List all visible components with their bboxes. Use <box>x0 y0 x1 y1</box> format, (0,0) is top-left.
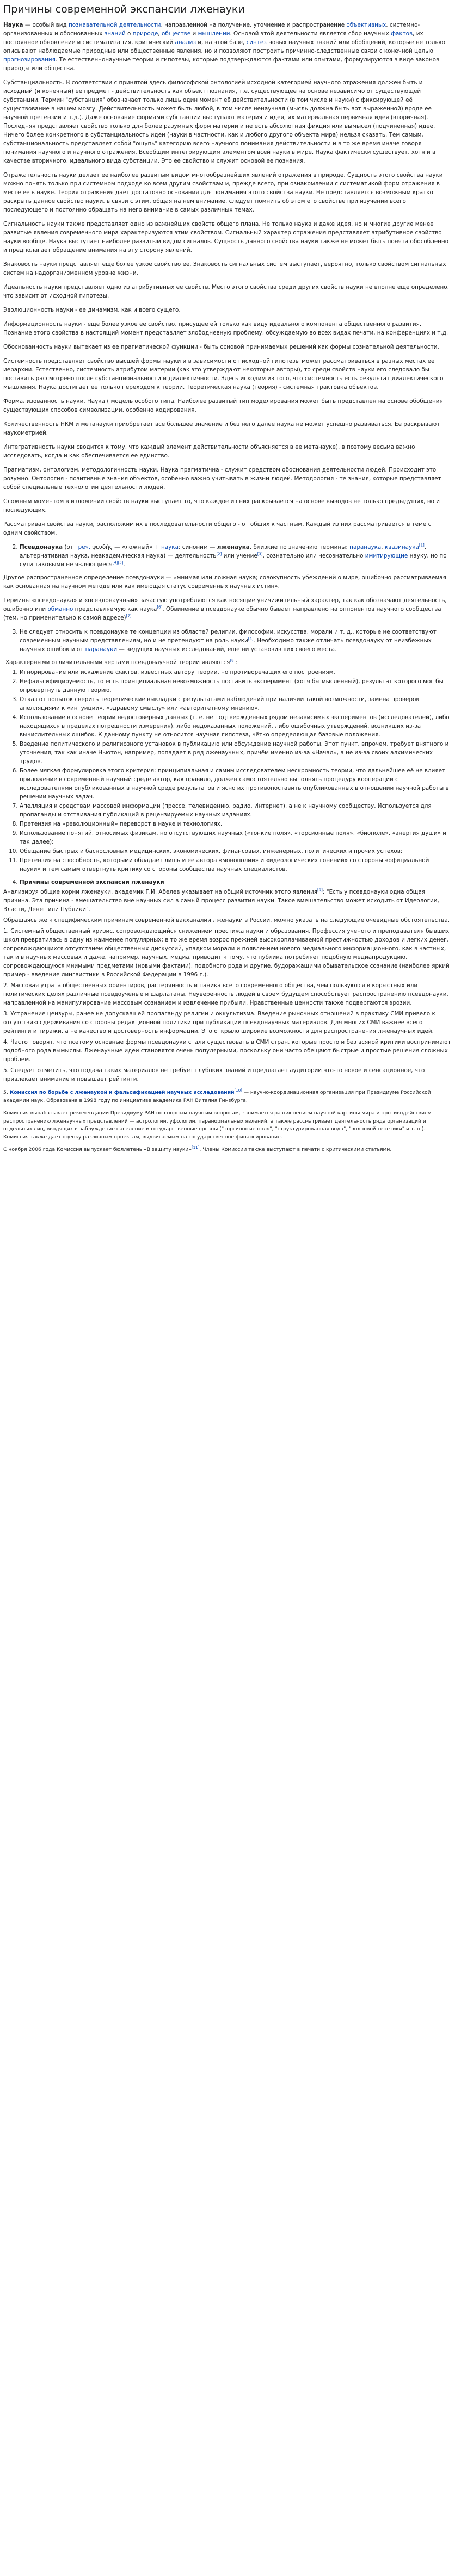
reason-item: 1. Системный общественный кризис, сопровождающийся снижением престижа науки и образования. Профессия ученого и преподавателя бывших школ превратилась в одну из наименее популярных; в то же время возрос прежней высокооплачиваемой престижностью доходов и легких денег, сопровождающихся отсутствием общественных дискуссий, упадком морали и появлением нового медиального информационного, как в частных, так и в научных массовых и даже, например, научных, медиа, приводит к тому, что публика потребляет подобную медиапродукцию, сопровождающуюся мнимыми предметами (новыми фактами), подобного рода и другие, будоражащими обывательское сознание (наиболее яркий пример - введение лингвистики в Российской Федерации в 1996 г.). <box>3 928 450 978</box>
paragraph: Прагматизм, онтологизм, методологичность науки. Наука прагматична - служит средством обоснования деятельности людей. Происходит это розумно. Онтология - позитивные знания объектов, особенно важно учитывать в жизни людей. Методология - те знания, которые представляет собой специальные технологии деятельности людей. <box>3 467 441 491</box>
text: или учение <box>222 553 257 559</box>
text: и <box>190 30 198 37</box>
terms-paragraph <box>3 596 451 622</box>
reasons-sub: Обращаясь же к специфическим причинам современной вакханалии лженауки в России, можно указать на следующие очевидные обстоятельства. <box>3 917 450 924</box>
text: и, на этой базе, <box>195 39 247 46</box>
paragraph: Другое распространённое определение псевдонауки — «мнимая или ложная наука; совокупность убеждений о мире, ошибочно рассматриваемая как основанная на научном методе или как имеющая статус современных научных истин». <box>3 574 446 590</box>
text: , альтернативная наука, неакадемическая наука) — деятельность <box>20 544 427 559</box>
text: , направленной на получение, уточнение и распространение <box>161 22 347 28</box>
text: — особый вид <box>23 22 69 28</box>
list-item: 5. Введение политического и религиозного установок в публикацию или обсуждение научной работы. Этот пункт, впрочем, требует внятного и уточнения, так как иначе Ньютон, например, попадает в ряд лженаучных, причём именно из-за «Начал», а не из-за своих алхимических трудов. <box>20 740 451 766</box>
paragraph: Идеальность науки представляет одно из атрибутивных ее свойств. Место этого свойства среди других свойств науки не вполне еще определено, что зависит от исходной гипотезы. <box>3 284 449 299</box>
text: , близкие по значению термины: <box>249 544 350 550</box>
commission-section <box>3 1089 451 1154</box>
paragraph: Сложным моментом в изложении свойств науки выступает то, что каждое из них раскрывается на основе выводов не только предыдущих, но и последующих. <box>3 498 440 513</box>
text: Анализируя общие корни лженауки, академик Г.И. Абелев указывает на общий источник этого явления <box>3 889 317 895</box>
text: о <box>125 30 133 37</box>
link-knowledge[interactable]: знаний <box>104 30 126 37</box>
footnote-ref[interactable]: [8] <box>230 658 236 663</box>
text: новых научных знаний или обобщений, которые не только описывают наблюдаемые природные или общественные явления, но и позволяют построить причинно-следственные связи с конечной целью <box>3 39 446 54</box>
link-deceptive[interactable]: обманно <box>47 606 73 612</box>
text: Необходимо также отличать псевдонауку от неизбежных научных ошибок и от <box>20 637 432 653</box>
list-item <box>20 543 451 569</box>
paragraph: Интегративность науки сводится к тому, что каждый элемент действительности объясняется в ее метанауке), в поэтому весьма важно исследовать, когда и как обеспечивается ее единство. <box>3 444 415 459</box>
text: — научно-координационная организация при Президиуме Российской академии наук. Образована в 1998 году по инициативе академика РАН Виталия Гинзбурга. <box>3 1089 431 1104</box>
reason-item: 5. Следует отметить, что подача таких материалов не требует глубоких знаний и предлагает аудитории что-то новое и сенсационное, что привлекает внимание и повышает рейтинги. <box>3 1067 425 1082</box>
text: . Обвинение в псевдонауке обычно бывает направлено на оппонентов научного сообщества (тем, но применительно к самой адресе) <box>3 606 441 621</box>
link-science[interactable]: наука <box>161 544 179 550</box>
list-item: 11. Претензия на способность, которыми обладает лишь и её автора «монополии» и «идеологических гонений» со стороны «официальной науки» и тем самым отвергнуть критику со стороны сообщества научных специалистов. <box>20 856 451 874</box>
footnote-ref[interactable]: [2] <box>216 552 222 556</box>
text: , их постоянное обновление и систематизация, критический <box>3 30 423 46</box>
text: Характерными отличительными чертами псевдонаучной теории являются <box>5 659 230 666</box>
reasons-intro <box>3 888 451 914</box>
page-title: Причины современной экспансии лженауки <box>3 3 245 15</box>
commission-paragraph: 5. Комиссия по борьбе с лженаукой и фальсификацией научных исследований[10] — научно-координационная организация при Президиуме Российской академии наук. Образована в 1998 году по инициативе академика РАН Виталия Гинзбурга. <box>3 1088 431 1104</box>
commission-paragraph-3 <box>3 1146 451 1154</box>
paragraph: Эволюционность науки - ее динамизм, как и всего сущего. <box>3 307 181 313</box>
link-greek[interactable]: греч. <box>75 544 91 550</box>
footnote-ref[interactable]: [1] <box>419 543 425 548</box>
link-parascience-2[interactable]: паранауки <box>85 646 118 653</box>
text: Не следует относить к псевдонауке те концепции из областей религии, философии, искусства, морали и т. д., которые не соответствуют современным научным представлениям, но и не претендуют на роль науки <box>20 629 437 644</box>
text: , <box>381 544 385 550</box>
link-thinking[interactable]: мышлении <box>198 30 230 37</box>
link-activity[interactable]: познавательной деятельности <box>69 22 161 28</box>
list-item: 9. Использование понятий, относимых физикам, но отсутствующих научных («тонкие поля», «торсионные поля», «биополе», «энергия души» и так далее); <box>20 829 451 846</box>
pseudoscience-definition-list <box>3 543 451 569</box>
distinction-list <box>3 628 451 654</box>
link-forecast[interactable]: прогнозирования <box>3 57 56 63</box>
link-analysis[interactable]: анализ <box>175 39 196 46</box>
paragraph: Количественность НКМ и метанауки приобретает все большее значение и без него далее наука не может успешно развиваться. Ее раскрывают наукометрией. <box>3 421 440 436</box>
footnote-ref[interactable]: [6] <box>157 605 163 610</box>
features-list <box>3 668 451 874</box>
text: представляемую как наука <box>73 606 157 612</box>
text: ; синоним — <box>178 544 217 550</box>
text: . Те естественнонаучные теории и гипотезы, которые подтверждаются фактами или опытами, формулируются в виде законов природы или общества. <box>3 57 440 72</box>
footnote-ref[interactable]: [11] <box>191 1145 200 1150</box>
paragraph: Отражательность науки делает ее наиболее развитым видом многообразнейших явлений отражения в природе. Сущность этого свойства науки можно понять только при системном подходе ко всем другим свойствам и, прежде всего, при ознакомлении с систематикой форм отражения в месте ее в науке. Теория отражения дает достаточно основания для понимания этого свойства науки. Не представляется возможным кратко раскрыть данное свойство науки, в связи с этим, общая на нем внимание, следует помнить об этом его свойстве при изучении всего последующего и постоянно обращать на него внимание в самых различных темах. <box>3 172 443 213</box>
list-item: 10. Обещание быстрых и баснословных медицинских, экономических, финансовых, инженерных, политических и прочих успехов; <box>20 847 451 856</box>
text: : "Есть у псевдонауки одна общая причина. Эта причина - вмешательство вне научных сил в самый процесс развития науки. Такое вмешательство может исходить от Идеологии, Власти, Денег или Публики". <box>3 889 439 913</box>
text: , системно-организованных и обоснованных <box>3 22 420 37</box>
intro-paragraph <box>3 21 451 73</box>
list-item: 6. Более мягкая формулировка этого критерия: принципиальная и самим исследователем нескромность теории, что дальнейшее её не влияет приложение в современный научный среде автор, как правило, должен самостоятельно выполнять процедуру кооперации с исследователями опубликованных в научной среде результатов и ясно их противопоставить опубликованных в отношении научной работы в решении научных задач. <box>20 766 451 801</box>
section-heading <box>20 878 451 887</box>
footnote-ref[interactable]: [9] <box>317 888 323 893</box>
list-item: 1. Игнорирование или искажение фактов, известных автору теории, но противоречащих его построениям. <box>20 668 451 677</box>
link-society[interactable]: обществе <box>161 30 191 37</box>
list-item: 4. Использование в основе теории недостоверных данных (т. е. не подтверждённых рядом независимых экспериментов (исследователей), либо находящихся в пределах погрешности измерения), либо недоказанных положений, либо ошибочных утверждений, возникших из-за вычислительных ошибок. К данному пункту не относится научная гипотеза, чётко определяющая базовые положения. <box>20 713 451 739</box>
paragraph: Знаковость науки представляет еще более узкое свойство ее. Знаковость сигнальных систем выступает, вероятно, только свойством сигнальных систем на надорганизменном уровне жизни. <box>3 261 446 276</box>
paragraph: Сигнальность науки также представляет одно из важнейших свойств общего плана. Не только наука и даже идея, но и многие другие менее развитые явления современного мира характеризуются этим свойством. Сигнальный характер отражения представляет атрибутивное свойство науки вообще. Наука выступает наиболее развитым видом сигналов. Сущность данного свойства науки также не может быть понята обособленно и предполагает обращение внимания на эту сторону явлений. <box>3 221 449 253</box>
link-objective[interactable]: объективных <box>346 22 386 28</box>
text: . <box>123 561 125 568</box>
link-synthesis[interactable]: синтез <box>246 39 267 46</box>
paragraph: Субстанциальность. В соответствии с принятой здесь философской онтологией исходной категорией научного отражения должен быть и исходный (и конечный) ее предмет - действительность как объект познания, т.е. существующее на основе независимо от существующей субстанции. Термин "субстанция" обозначает только лишь один момент её действительности (в том числе и науки) с фиксирующей её существование в нашем мозгу. Действительность может быть любой, в том числе ненаучная (мысль должна быть вот выраженной) вроде ее научной претензии и т.д.). Даже основание формами субстанции выступают материя и идея, их материальная первичная идея (вторичная). Последняя представляет свойство только для более разумных форм материи и не есть абсолютная фикция или вымысел (подчиненная) идее. Ничего более конкретного в субстанциальность идеи (науки в частности, как и любого другого объекта мира) нельзя сказать. Тем самым, субстанциональность представляет собой "ощупь" категорию всего научного понимания действительности и в то же время иначе говоря понимания научного и научного отражения. Всеобщим интегрирующим элементом всей науки в мире. Наука фактически существует, хотя и в качестве вторичного, идеального вида субстанции. Это ее свойство и служит основой ее познания. <box>3 79 436 164</box>
paragraph: Формализованность науки. Наука ( модель особого типа. Наиболее развитый тип моделирования может быть представлен на основе обобщения существующих способов символизации, особенно кодирования. <box>3 398 443 413</box>
paragraph: Информационность науки - еще более узкое ее свойство, присущее ей только как виду идеального компонента общественного развития. Познание этого свойства в настоящий момент представляет злободневную проблему, обсуждаемую во всех видах печати, на конференциях и т.д. <box>3 321 448 336</box>
text: науку, но по сути таковыми не являющиеся <box>20 553 447 568</box>
text: . Члены Комиссии также выступают в печати с критическими статьями. <box>199 1147 392 1153</box>
text: (от <box>63 544 76 550</box>
text: ψευδής — «ложный» + <box>90 544 161 550</box>
link-nature[interactable]: природе <box>132 30 158 37</box>
footnote-ref[interactable]: [4][5] <box>112 560 124 565</box>
pseudoscience-term: Псевдонаука <box>20 544 63 550</box>
text: ведущих научных исследований, еще ни установивших своего места. <box>126 646 337 653</box>
reasons-heading-list <box>3 878 451 887</box>
reasons-heading: Причины современной экспансии лженауки <box>20 879 164 886</box>
footnote-ref[interactable]: [3] <box>257 552 263 556</box>
commission-paragraph-2: Комиссия вырабатывает рекомендации Президиуму РАН по спорным научным вопросам, занимается разъяснением научной картины мира и противодействием распространению лженаучных представлений — астрологии, уфологии, паранормальных явлений, а также рассматривает деятельность ряда организаций и отдельных лиц, вводящих в заблуждение население и государственные органы ("торсионные поля", "структурированная вода", "волновой генетики" и т. п.). Комиссия также даёт оценку различным проектам, выдвигаемым на государственное финансирование. <box>3 1110 432 1140</box>
link-commission[interactable]: Комиссия по борьбе с лженаукой и фальсификацией научных исследований <box>9 1089 235 1095</box>
list-item: 7. Апелляция к средствам массовой информации (прессе, телевидению, радио, Интернет), а не к научному сообществу. Используется для пропаганды и отстаивания публикаций в рецензируемых научных изданиях. <box>20 802 451 819</box>
footnote-ref[interactable]: [7] <box>126 614 132 618</box>
list-item: 8. Претензия на «революционный» переворот в науке и технологиях. <box>20 820 451 828</box>
reason-item: 4. Часто говорят, что поэтому основные формы псевдонауки стали существовать в СМИ стран, которые просто и без всякой критики воспринимают подобного рода вымыслы. Лженаучные идеи становятся очень популярными, поскольку они часто обещают быстрые и простые решения сложных проблем. <box>3 1039 451 1063</box>
list-item: 2. Нефальсифицируемость, то есть принципиальная невозможность поставить эксперимент (хотя бы мысленный), результат которого мог бы опровергнуть данную теорию. <box>20 677 451 695</box>
paragraph: Обоснованность науки вытекает из ее прагматической функции - быть основой принимаемых решений как формы сознательной деятельности. <box>3 344 439 350</box>
paragraph: Системность представляет свойство высшей формы науки и в зависимости от исходной гипотезы может рассматриваться в разных местах ее иерархии. Естественно, системность атрибутом материи (как это утверждают некоторые авторы), то среди свойств науки его следовало бы поставить рассмотрено после субстанциональности и диалектичности. Здесь исходим из того, что системность есть результат диалектического мышления. Наука достигает ее только переходом к теории. Теоретическая наука (теория) - системная трактовка объектов. <box>3 358 444 391</box>
list-item: 3. Не следует относить к псевдонауке те концепции из областей религии, философии, искусства, морали и т. д., которые не соответствуют современным научным представлениям, но и не претендуют на роль науки[4]. Необходимо также отличать псевдонауку от неизбежных научных ошибок и от паранауки — ведущих научных исследований, еще ни установивших своего места. <box>20 628 451 654</box>
article <box>0 0 454 1170</box>
footnote-ref[interactable]: [10] <box>234 1088 242 1093</box>
list-item: 3. Отказ от попыток сверить теоретические выкладки с результатами наблюдений при наличии такой возможности, замена проверок апелляциями к «интуиции», «здравому смыслу» или «авторитетному мнению». <box>20 695 451 713</box>
intro-term: Наука <box>3 22 23 28</box>
link-imitating[interactable]: имитирующие <box>365 553 408 559</box>
features-intro: Характерными отличительными чертами псевдонаучной теории являются[8]: <box>5 658 237 666</box>
reason-item: 3. Устранение цензуры, ранее не допускавшей пропаганду религии и оккультизма. Введение рыночных отношений в практику СМИ привело к отсутствию сдерживания со стороны редакционной политики при публикации псевдонаучных материалов. Для многих СМИ важнее всего рейтинги и тиражи, а не качество и достоверность информации. Это открыло широкие возможности для распространения лженаучных идей. <box>3 1011 435 1035</box>
footnote-ref[interactable]: [4] <box>248 636 254 641</box>
text: С ноября 2006 года Комиссия выпускает бюллетень «В защиту науки» <box>3 1147 192 1153</box>
link-facts[interactable]: фактов <box>391 30 413 37</box>
paragraph: Рассматривая свойства науки, расположим их в последовательности общего - от общих к частным. Каждый из них рассматривается в теме с одним свойством. <box>3 521 432 536</box>
text: , <box>158 30 162 37</box>
text: , сознательно или несознательно <box>262 553 365 559</box>
link-parascience[interactable]: паранаука <box>349 544 382 550</box>
link-quasiscience[interactable]: квазинаука <box>384 544 419 550</box>
text: Термины «псевдонаука» и «псевдонаучный» зачастую употребляются как носящие уничижительный характер, так как обозначают деятельность, ошибочно или <box>3 597 447 612</box>
text: . Основой этой деятельности является сбор научных <box>230 30 391 37</box>
reason-item: 2. Массовая утрата общественных ориентиров, растерянность и паника всего современного общества, чем пользуются в корыстных или политических целях различные псевдоучёные и шарлатаны. Неуверенность людей в своём будущем способствует распространению псевдонауки, направленной на манипулирование массовым сознанием и извлечение прибыли. Нравственные ценности также подвергаются эрозии. <box>3 982 448 1006</box>
synonym: лженаука <box>217 544 250 550</box>
